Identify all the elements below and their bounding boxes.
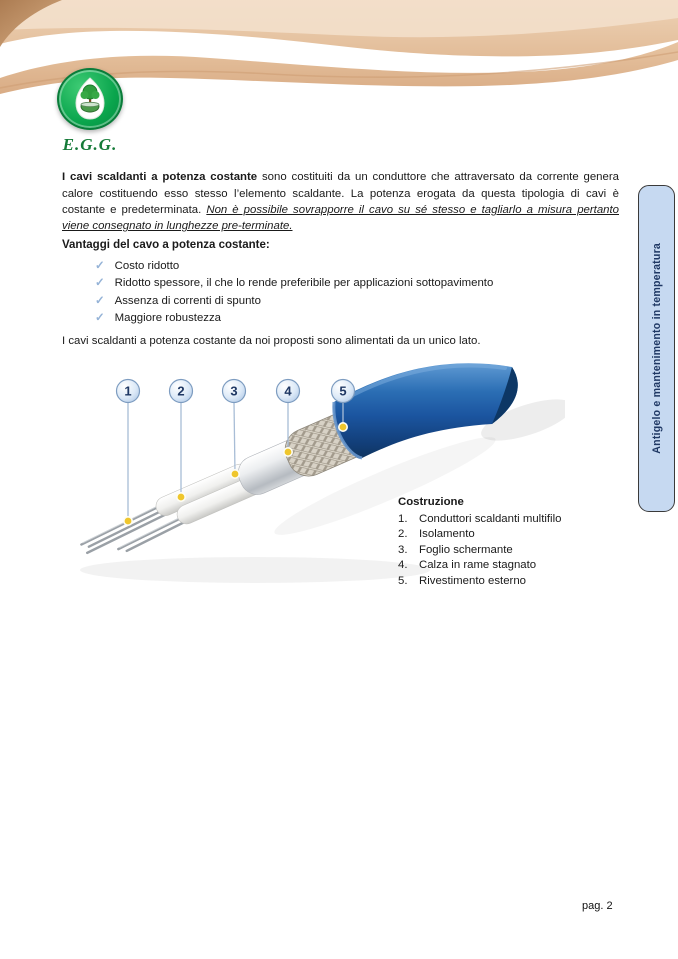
advantages-list xyxy=(95,258,595,327)
note-line: I cavi scaldanti a potenza costante da noi proposti sono alimentati da un unico lato. xyxy=(62,335,481,347)
check-icon: ✓ xyxy=(95,260,105,272)
page-number: pag. 2 xyxy=(582,900,613,912)
construction-item-label: Foglio schermante xyxy=(419,543,513,556)
check-icon: ✓ xyxy=(95,277,105,290)
construction-item xyxy=(398,558,598,573)
callout-number: 1 xyxy=(124,383,132,399)
intro-emphasis: Non è possibile sovrapporre il cavo su sé stesso e tagliarlo a misura pertanto viene consegnato in lunghezze pre-terminate. xyxy=(62,203,619,233)
company-logo xyxy=(56,68,124,155)
list-item-label: Maggiore robustezza xyxy=(114,311,222,324)
callout-balloons xyxy=(117,380,355,403)
logo-caption: E.G.G. xyxy=(62,135,118,154)
intro-paragraph xyxy=(62,169,619,234)
egg-tree-icon xyxy=(65,75,115,123)
construction-item-label: Calza in rame stagnato xyxy=(419,559,537,572)
list-item xyxy=(95,293,595,310)
cable-shadow xyxy=(80,557,430,583)
chapter-tab-antigelo xyxy=(638,185,675,512)
list-item xyxy=(95,310,595,327)
callout-number: 3 xyxy=(230,383,238,399)
list-item-label: Assenza di correnti di spunto xyxy=(114,294,261,307)
construction-item-label: Isolamento xyxy=(419,528,475,541)
intro-lead-bold: I cavi scaldanti a potenza costante xyxy=(62,171,258,184)
callout-number: 5 xyxy=(339,383,347,399)
construction-heading: Costruzione xyxy=(398,496,464,508)
construction-item xyxy=(398,527,598,542)
construction-item xyxy=(398,543,598,558)
list-item-label: Costo ridotto xyxy=(114,260,180,272)
chapter-tab-label: Antigelo e mantenimento in temperatura xyxy=(650,243,663,454)
callout-number: 4 xyxy=(284,383,292,399)
list-item xyxy=(95,275,595,292)
construction-item xyxy=(398,574,598,589)
check-icon: ✓ xyxy=(95,311,105,324)
list-item-label: Ridotto spessore, il che lo rende preferibile per applicazioni sottopavimento xyxy=(114,277,494,290)
advantages-heading: Vantaggi del cavo a potenza costante: xyxy=(62,239,270,251)
egg-tree-logo-icon xyxy=(57,68,123,130)
callout-number: 2 xyxy=(177,383,185,399)
check-icon: ✓ xyxy=(95,294,105,307)
construction-item xyxy=(398,512,598,527)
construction-legend xyxy=(398,494,598,589)
construction-item-label: Rivestimento esterno xyxy=(419,574,526,587)
intro-body: sono costituiti da un conduttore che attraversato da corrente genera calore costituendo esso stesso l’elemento scaldante. La potenza erogata da questa tipologia di cavi è costante e predeterminata. xyxy=(62,171,619,216)
construction-item-label: Conduttori scaldanti multifilo xyxy=(419,513,562,525)
list-item xyxy=(95,258,595,275)
